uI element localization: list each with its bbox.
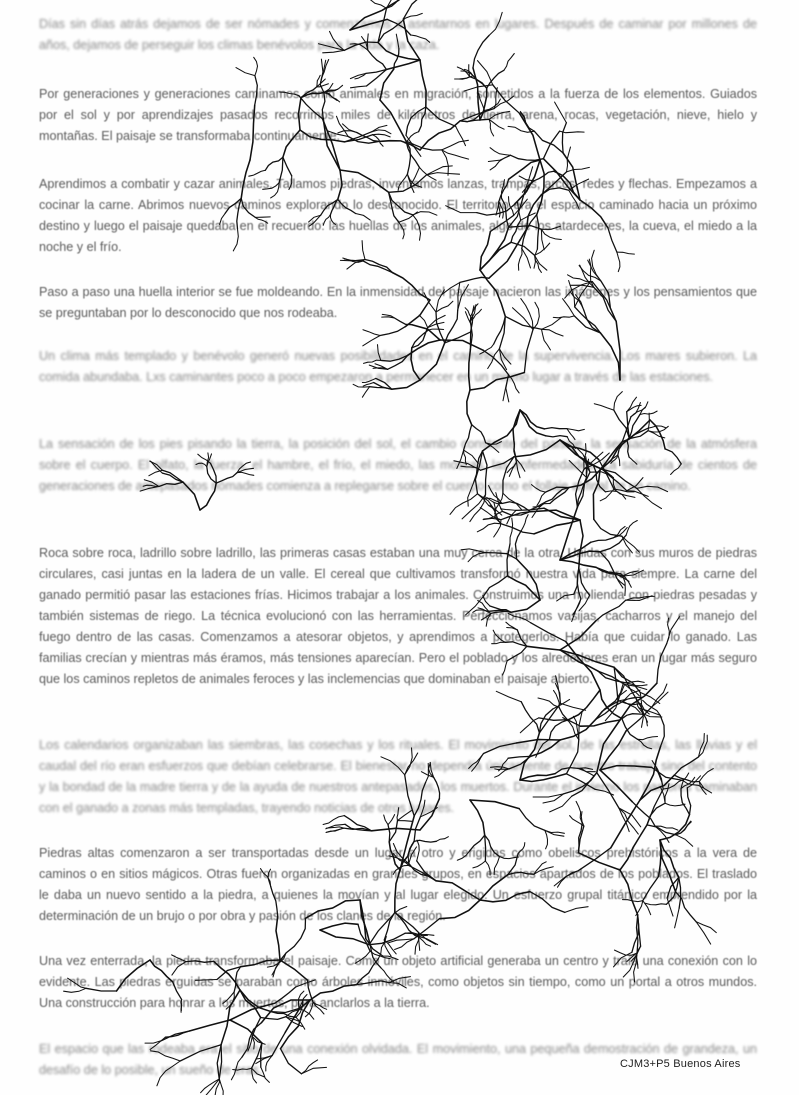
drawing-stroke bbox=[387, 0, 400, 8]
drawing-stroke bbox=[553, 699, 570, 709]
drawing-stroke bbox=[261, 1017, 286, 1020]
drawing-stroke bbox=[428, 329, 443, 330]
drawing-stroke bbox=[596, 701, 623, 719]
drawing-stroke bbox=[190, 1020, 230, 1031]
drawing-stroke bbox=[388, 825, 390, 842]
drawing-stroke bbox=[480, 508, 501, 520]
paragraph-9: Piedras altas comenzaron a ser transportadas desde un lugar a otro y erigidas como obeliscos prehistóricos a la vera de caminos o en sitios mágicos. Otras fueron organizadas en grandes grupos, en espacios apartados de los poblados. El traslado le daba un nuevo sentido a la piedra, a quienes la movían y al lugar elegido. Un esfuerzo grupal titánico emprendido por la determinación de un brujo o por obra y pasión de los clanes de la región. bbox=[39, 846, 757, 923]
drawing-stroke bbox=[219, 1079, 223, 1095]
drawing-stroke bbox=[631, 403, 641, 417]
drawing-stroke bbox=[533, 504, 550, 508]
paragraph-5: Un clima más templado y benévolo generó nuevas posibilidades en el camino de la supervivencia. Los mares subieron. La comida abundaba. Lxs caminantes poco a poco empezaron a permanecer en un mismo lugar a través de las estaciones. bbox=[39, 349, 757, 384]
drawing-stroke bbox=[643, 700, 661, 715]
drawing-stroke bbox=[501, 524, 534, 534]
drawing-stroke bbox=[369, 933, 405, 945]
drawing-stroke bbox=[320, 60, 326, 84]
drawing-stroke bbox=[647, 825, 676, 835]
drawing-stroke bbox=[581, 720, 621, 726]
drawing-stroke bbox=[484, 511, 503, 519]
drawing-stroke bbox=[648, 426, 668, 432]
drawing-stroke bbox=[347, 260, 365, 270]
drawing-stroke bbox=[613, 528, 627, 538]
drawing-stroke bbox=[461, 71, 473, 76]
drawing-stroke bbox=[415, 935, 431, 946]
drawing-stroke bbox=[412, 328, 428, 348]
drawing-stroke bbox=[544, 428, 567, 429]
drawing-stroke bbox=[652, 692, 668, 707]
drawing-stroke bbox=[623, 690, 640, 701]
drawing-stroke bbox=[320, 59, 323, 85]
drawing-stroke bbox=[389, 939, 414, 943]
drawing-stroke bbox=[415, 935, 438, 944]
drawing-stroke bbox=[363, 330, 380, 336]
drawing-stroke bbox=[521, 702, 539, 733]
drawing-stroke bbox=[350, 73, 366, 78]
drawing-stroke bbox=[502, 502, 530, 512]
drawing-stroke bbox=[386, 60, 420, 70]
drawing-stroke bbox=[494, 520, 501, 537]
drawing-stroke bbox=[320, 60, 329, 85]
drawing-stroke bbox=[511, 155, 544, 160]
drawing-stroke bbox=[487, 497, 502, 503]
drawing-stroke bbox=[460, 76, 473, 79]
drawing-stroke bbox=[355, 73, 366, 79]
drawing-stroke bbox=[676, 821, 691, 835]
drawing-stroke bbox=[455, 77, 470, 80]
drawing-stroke bbox=[327, 828, 344, 832]
drawing-stroke bbox=[326, 828, 344, 832]
drawing-stroke bbox=[544, 508, 580, 520]
drawing-stroke bbox=[398, 821, 412, 822]
drawing-stroke bbox=[560, 703, 585, 710]
drawing-stroke bbox=[286, 1017, 300, 1022]
drawing-stroke bbox=[484, 498, 502, 503]
drawing-stroke bbox=[636, 699, 647, 726]
drawing-stroke bbox=[363, 336, 380, 346]
drawing-stroke bbox=[594, 519, 622, 536]
drawing-stroke bbox=[165, 1031, 190, 1037]
drawing-stroke bbox=[626, 521, 637, 536]
drawing-stroke bbox=[327, 827, 344, 828]
drawing-stroke bbox=[442, 150, 449, 175]
drawing-stroke bbox=[648, 426, 666, 429]
drawing-stroke bbox=[600, 690, 622, 719]
drawing-stroke bbox=[366, 70, 386, 74]
drawing-stroke bbox=[596, 701, 619, 719]
drawing-stroke bbox=[366, 0, 387, 8]
drawing-stroke bbox=[640, 402, 648, 415]
drawing-stroke bbox=[412, 325, 440, 340]
drawing-stroke bbox=[520, 718, 539, 733]
drawing-stroke bbox=[594, 404, 614, 410]
drawing-stroke bbox=[470, 495, 486, 522]
drawing-stroke bbox=[387, 0, 405, 8]
paragraph-7: Roca sobre roca, ladrillo sobre ladrillo, las primeras casas estaban una muy cerca de la otra. Unidas con sus muros de piedras circulares, casi juntas en la ladera de un valle. El cereal que cultivamos transformó nuestra vida para siempre. La carne del ganado permitió pasar las estaciones frías. Hicimos trabajar a los animales. Construimos una molienda con piedras pesadas y también sistemas de riego. La técnica evolucionó con las herramientas. Perfeccionamos vasijas, cacharros y el manejo del fuego dentro de las casas. Comenzamos a atesorar objetos, y aprendimos a protegerlos. Había que cuidar lo ganado. Las familias crecían y mientras más éramos, más tensiones aparecían. Pero el poblado y los alrededores eran un lugar más seguro que los caminos repletos de animales feroces y las inclemencias que dominaban el paisaje abierto. bbox=[39, 546, 757, 686]
drawing-stroke bbox=[538, 698, 559, 707]
drawing-stroke bbox=[520, 410, 544, 429]
drawing-stroke bbox=[623, 697, 641, 701]
drawing-stroke bbox=[405, 933, 434, 936]
drawing-stroke bbox=[568, 275, 593, 282]
drawing-stroke bbox=[648, 413, 649, 431]
drawing-stroke bbox=[534, 520, 580, 534]
paragraph-11: El espacio que las rodeaba era el sitio de una conexión olvidada. El movimiento, una pequeña demostración de grandeza, un desafío de lo posible, un sueño de eras. bbox=[39, 1042, 757, 1077]
drawing-stroke bbox=[340, 260, 365, 261]
drawing-stroke bbox=[532, 502, 546, 518]
drawing-stroke bbox=[414, 840, 436, 842]
drawing-stroke bbox=[254, 57, 258, 75]
drawing-stroke bbox=[457, 67, 469, 77]
drawing-stroke bbox=[389, 821, 397, 842]
drawing-stroke bbox=[567, 167, 590, 172]
drawing-stroke bbox=[483, 518, 501, 519]
drawing-stroke bbox=[345, 824, 371, 831]
drawing-stroke bbox=[395, 939, 414, 950]
drawing-stroke bbox=[626, 707, 652, 731]
drawing-stroke bbox=[252, 1018, 260, 1037]
drawing-stroke bbox=[405, 933, 427, 936]
drawing-stroke bbox=[490, 148, 511, 156]
drawing-stroke bbox=[363, 261, 392, 273]
drawing-stroke bbox=[436, 837, 448, 842]
drawing-stroke bbox=[676, 822, 692, 835]
drawing-stroke bbox=[488, 155, 510, 161]
drawing-stroke bbox=[627, 397, 637, 412]
drawing-stroke bbox=[501, 512, 530, 520]
drawing-stroke bbox=[236, 68, 255, 76]
drawing-stroke bbox=[539, 709, 552, 733]
drawing-stroke bbox=[320, 930, 369, 945]
drawing-stroke bbox=[567, 429, 585, 431]
drawing-stroke bbox=[623, 701, 640, 712]
paragraph-8: Los calendarios organizaban las siembras, las cosechas y los rituales. El movimiento del sol, de las estrellas, las lluvias y el caudal del río eran esfuerzos que debían celebrarse. El bienestar no dependía únicamente de nuestro trabajo sino del contento y la bondad de la madre tierra y de la ayuda de nuestros antepasados, los muertos. Durante el invierno los pastores caminaban con el ganado a zonas más templadas, trayendo noticias de otros lugares. bbox=[39, 738, 757, 815]
drawing-stroke bbox=[467, 390, 472, 425]
drawing-stroke bbox=[343, 258, 364, 262]
drawing-stroke bbox=[419, 932, 436, 944]
drawing-stroke bbox=[613, 526, 625, 538]
drawing-stroke bbox=[344, 259, 363, 261]
drawing-stroke bbox=[545, 830, 564, 836]
drawing-stroke bbox=[655, 826, 669, 842]
drawing-stroke bbox=[504, 54, 514, 71]
drawing-stroke bbox=[502, 511, 530, 515]
drawing-stroke bbox=[462, 495, 485, 519]
drawing-stroke bbox=[507, 510, 516, 524]
drawing-stroke bbox=[605, 700, 618, 721]
drawing-stroke bbox=[530, 510, 580, 520]
drawing-stroke bbox=[567, 147, 571, 172]
drawing-stroke bbox=[569, 690, 600, 720]
drawing-stroke bbox=[215, 1082, 220, 1095]
drawing-stroke bbox=[539, 703, 560, 733]
drawing-stroke bbox=[619, 701, 641, 705]
paragraph-4: Paso a paso una huella interior se fue moldeando. En la inmensidad del paisaje nacieron las imágenes y los pensamientos que se preguntaban por lo desconocido que nos rodeaba. bbox=[39, 285, 757, 320]
drawing-stroke bbox=[365, 260, 392, 273]
drawing-stroke bbox=[521, 515, 528, 531]
drawing-stroke bbox=[358, 924, 370, 951]
drawing-stroke bbox=[531, 502, 546, 510]
drawing-stroke bbox=[371, 828, 420, 831]
drawing-stroke bbox=[442, 150, 469, 159]
drawing-stroke bbox=[614, 392, 623, 411]
drawing-stroke bbox=[414, 817, 420, 842]
drawing-stroke bbox=[588, 260, 601, 281]
drawing-stroke bbox=[296, 1017, 305, 1029]
paragraph-3: Aprendimos a combatir y cazar animales. Tallamos piedras, inventamos lanzas, trampas, arcos, redes y flechas. Empezamos a cocinar la carne. Abrimos nuevos caminos explorando lo desconocido. El territorio era el espacio caminado hacia un próximo destino y luego el paisaje quedaba en el recuerdo: las huellas de los animales, algo de los atardeceres, la cueva, el miedo a la noche y el frío. bbox=[39, 177, 757, 254]
drawing-stroke bbox=[545, 830, 565, 833]
drawing-stroke bbox=[554, 690, 560, 707]
drawing-stroke bbox=[496, 691, 521, 701]
drawing-stroke bbox=[596, 701, 615, 719]
paragraph-1: Días sin días atrás dejamos de ser nómades y comenzamos a asentarnos en lugares. Después de caminar por millones de años, dejamos de perseguir los climas benévolos para la vida y la caza. bbox=[39, 17, 757, 52]
drawing-stroke bbox=[636, 699, 647, 723]
drawing-stroke bbox=[615, 690, 626, 701]
drawing-stroke bbox=[539, 718, 569, 720]
drawing-stroke bbox=[286, 1017, 302, 1027]
drawing-stroke bbox=[520, 410, 546, 436]
drawing-stroke bbox=[542, 329, 564, 336]
drawing-stroke bbox=[640, 411, 657, 414]
drawing-stroke bbox=[591, 538, 613, 542]
drawing-stroke bbox=[639, 708, 661, 715]
drawing-stroke bbox=[645, 714, 662, 717]
drawing-stroke bbox=[380, 327, 405, 336]
paragraph-6: La sensación de los pies pisando la tierra, la posición del sol, el cambio constante del paisaje, la sensación de la atmósfera sobre el cuerpo. El olfato, la fuerza, el hambre, el frío, el miedo, las moscas, las enfermedades. La sabiduría de cientos de generaciones de antepasados nómades comienza a replegarse sobre el cuerpo como el follaje al final de un camino. bbox=[39, 437, 757, 493]
drawing-stroke bbox=[640, 692, 660, 703]
drawing-stroke bbox=[631, 408, 646, 417]
drawing-stroke bbox=[501, 509, 517, 511]
drawing-stroke bbox=[344, 828, 372, 831]
drawing-stroke bbox=[490, 505, 501, 524]
drawing-stroke bbox=[362, 387, 369, 398]
drawing-stroke bbox=[419, 932, 420, 950]
drawing-stroke bbox=[579, 266, 601, 282]
drawing-stroke bbox=[265, 157, 283, 170]
drawing-stroke bbox=[477, 523, 501, 532]
drawing-stroke bbox=[627, 405, 641, 411]
drawing-stroke bbox=[640, 692, 649, 714]
paragraph-10: Una vez enterrada, la piedra transformaba el paisaje. Como un objeto artificial generaba un centro y traía una conexión con lo evidente. Las piedras erguidas se paraban como árboles inmóviles, como objetos sin tiempo, como un portal a otros mundos. Una construcción para honrar a los muertos, para anclarlos a la tierra. bbox=[39, 954, 757, 1010]
drawing-stroke bbox=[619, 697, 641, 701]
drawing-stroke bbox=[510, 518, 513, 544]
footer-location-label: CJM3+P5 Buenos Aires bbox=[620, 1058, 741, 1070]
drawing-stroke bbox=[326, 824, 345, 829]
drawing-stroke bbox=[490, 155, 511, 170]
drawing-stroke bbox=[622, 714, 645, 719]
drawing-stroke bbox=[445, 332, 472, 343]
drawing-stroke bbox=[655, 826, 678, 830]
drawing-stroke bbox=[636, 699, 643, 728]
drawing-stroke bbox=[559, 707, 580, 726]
drawing-stroke bbox=[478, 61, 493, 85]
drawing-stroke bbox=[203, 1079, 219, 1095]
drawing-stroke bbox=[516, 508, 544, 510]
drawing-stroke bbox=[469, 65, 470, 77]
paragraph-2: Por generaciones y generaciones caminamos como animales en migración, sometidos a la fuerza de los elementos. Guiados por el sol y por aprendizajes pasados recorrimos miles de kilómetros de tierra, arena, rocas, vegetación, nieve, hielo y montañas. El paisaje se transformaba continuamente. bbox=[39, 87, 757, 143]
drawing-stroke bbox=[464, 69, 473, 75]
drawing-stroke bbox=[494, 502, 501, 524]
